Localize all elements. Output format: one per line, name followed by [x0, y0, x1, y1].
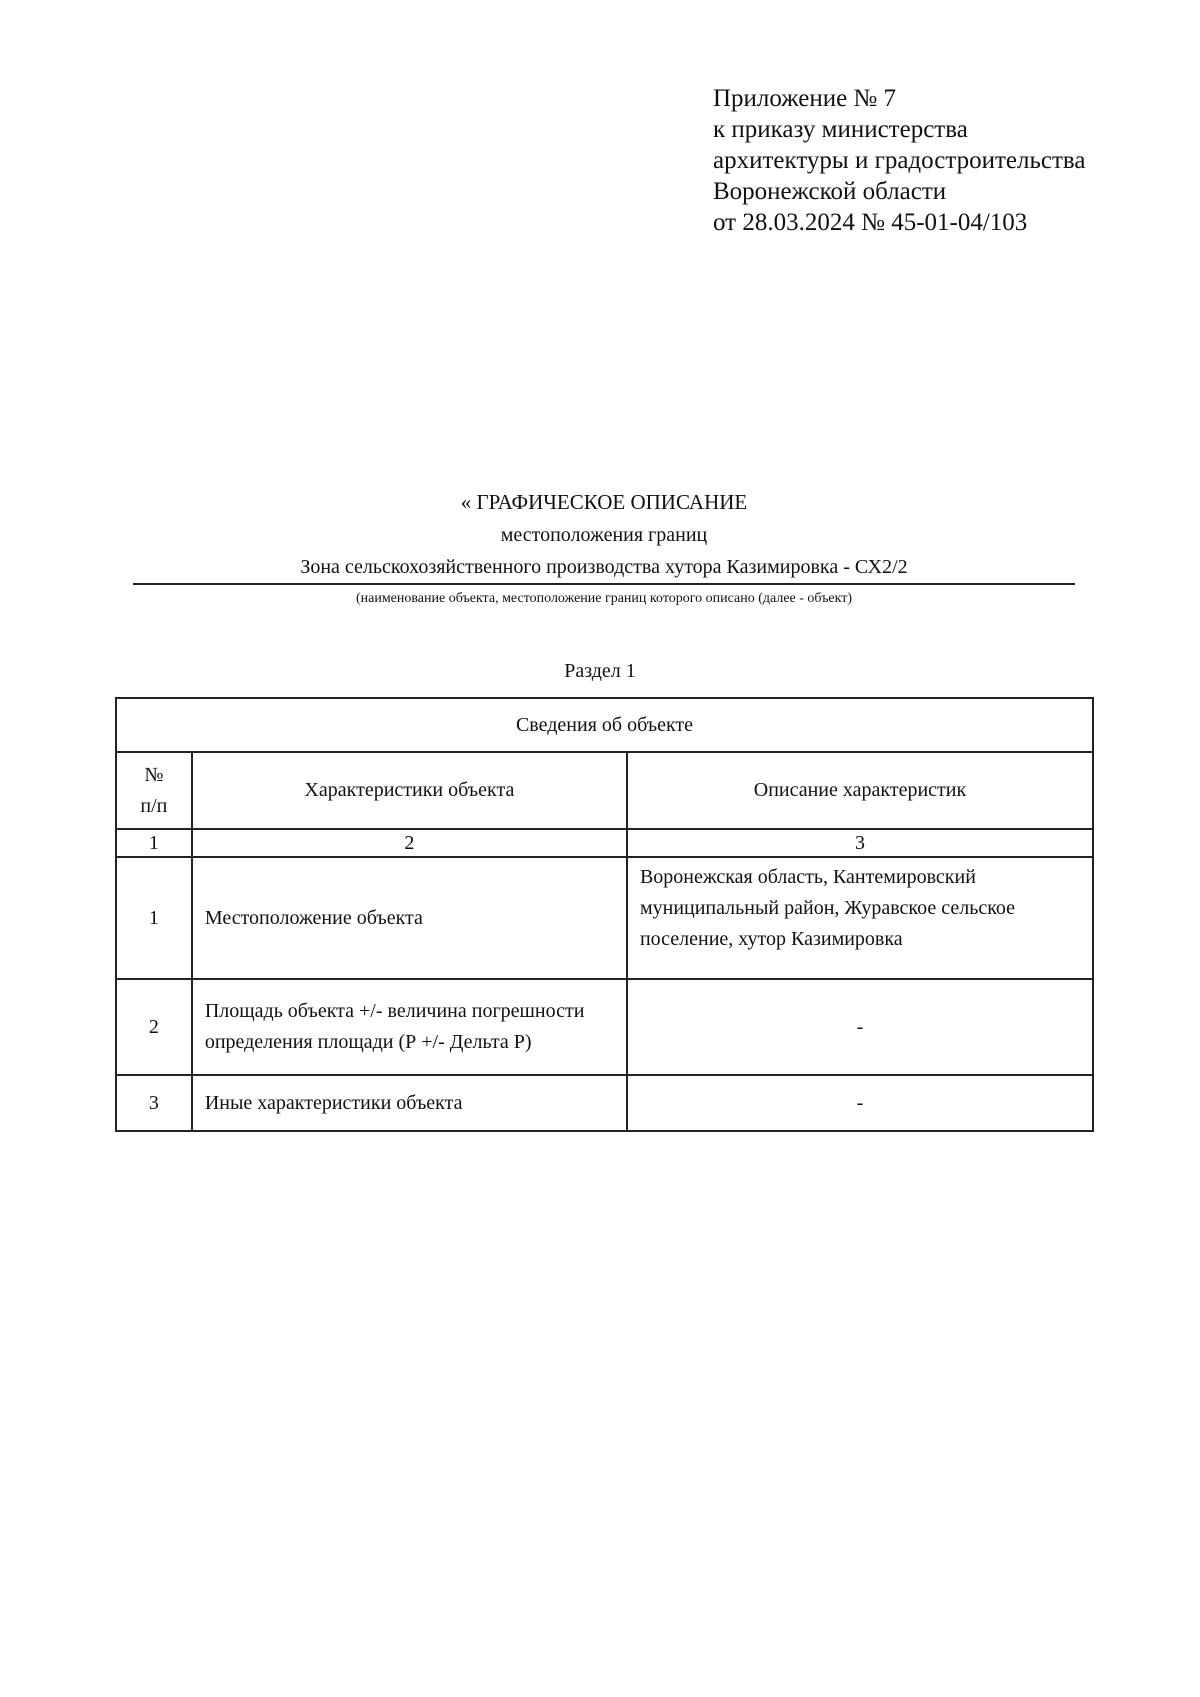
row-characteristic: Иные характеристики объекта — [192, 1075, 627, 1131]
header-number — [116, 752, 192, 829]
row-number: 2 — [116, 979, 192, 1075]
row-characteristic: Площадь объекта +/- величина погрешности определения площади (Р +/- Дельта Р) — [192, 979, 627, 1075]
appendix-line: к приказу министерства — [713, 116, 968, 143]
row-number: 1 — [116, 857, 192, 979]
column-number-row — [116, 829, 1093, 857]
appendix-line: от 28.03.2024 № 45-01-04/103 — [713, 209, 1028, 236]
header-number-line: п/п — [140, 794, 168, 817]
row-description: Воронежская область, Кантемировский муниципальный район, Журавское сельское поселение, хутор Казимировка — [627, 857, 1093, 979]
column-number: 1 — [116, 829, 192, 857]
table-row — [116, 979, 1093, 1075]
row-characteristic: Местоположение объекта — [192, 857, 627, 979]
appendix-line: Приложение № 7 — [713, 85, 897, 112]
section-label: Раздел 1 — [564, 660, 636, 682]
document-title: « ГРАФИЧЕСКОЕ ОПИСАНИЕ — [460, 490, 748, 514]
header-number-line: № — [144, 763, 164, 786]
column-number: 2 — [192, 829, 627, 857]
table-caption: Сведения об объекте — [116, 698, 1093, 752]
row-description: - — [627, 979, 1093, 1075]
table-row — [116, 857, 1093, 979]
document-title-block — [133, 488, 1075, 609]
header-description: Описание характеристик — [627, 752, 1093, 829]
object-name: Зона сельскохозяйственного производства хутора Казимировка - СХ2/2 — [133, 553, 1075, 585]
document-subtitle: местоположения границ — [500, 524, 708, 546]
appendix-line: Воронежской области — [713, 178, 947, 205]
object-info-table — [115, 697, 1094, 1132]
header-characteristics: Характеристики объекта — [192, 752, 627, 829]
object-name-hint: (наименование объекта, местоположение границ которого описано (далее - объект) — [355, 591, 853, 606]
row-description: - — [627, 1075, 1093, 1131]
row-number: 3 — [116, 1075, 192, 1131]
appendix-line: архитектуры и градостроительства — [713, 147, 1086, 174]
table-row — [116, 1075, 1093, 1131]
appendix-header — [713, 83, 1085, 238]
table-header-row — [116, 752, 1093, 829]
column-number: 3 — [627, 829, 1093, 857]
